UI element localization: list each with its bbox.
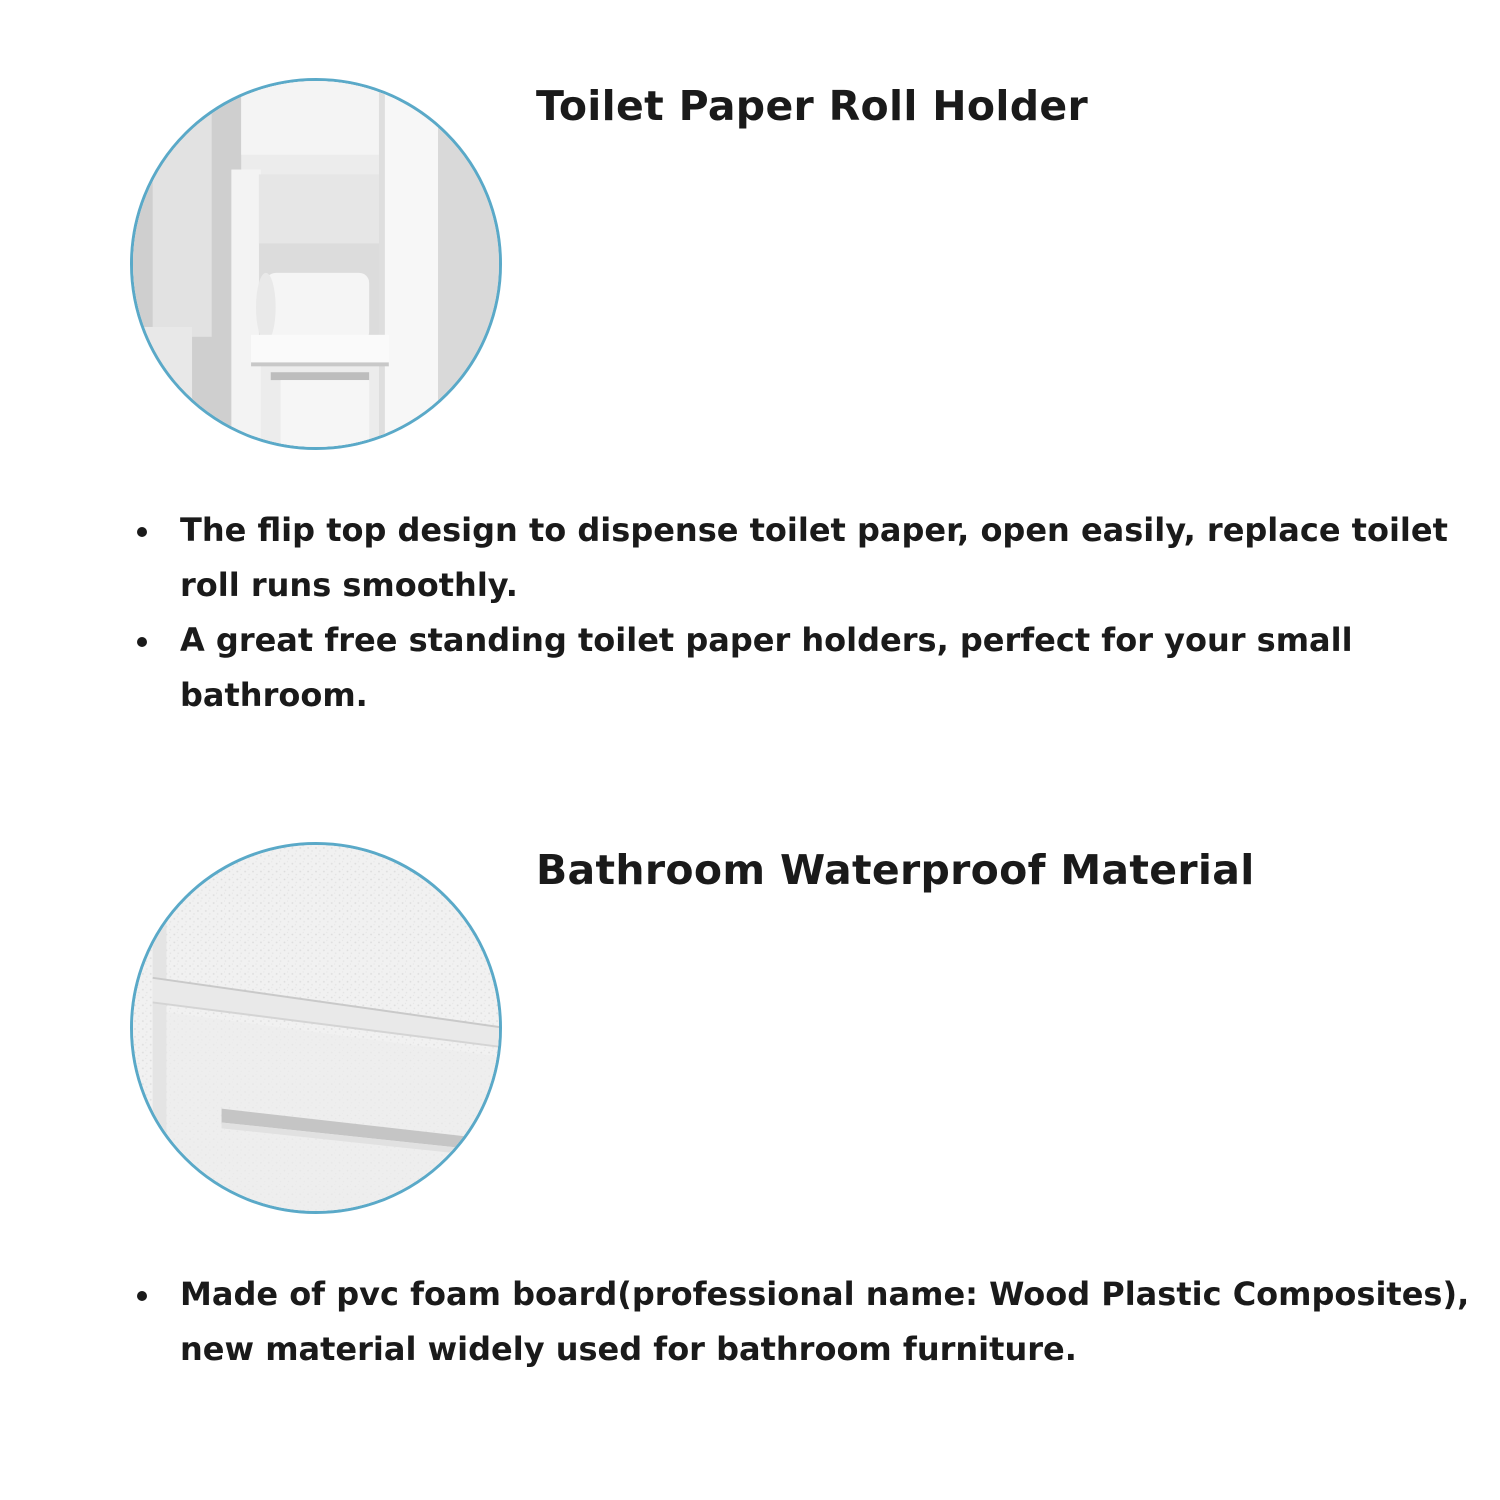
bullet-icon [137, 527, 147, 537]
pvc-material-image [130, 842, 502, 1214]
feature-list [130, 1267, 1475, 1377]
bullet-text: A great free standing toilet paper holders, perfect for your small bathroom. [180, 621, 1353, 714]
bullet-text: Made of pvc foam board(professional name: Wood Plastic Composites), new material widely used for bathroom furniture. [180, 1275, 1470, 1368]
toilet-paper-holder-image [130, 78, 502, 450]
feature-list [130, 503, 1475, 723]
section-heading: Toilet Paper Roll Holder [536, 82, 1088, 130]
bullet-text: The flip top design to dispense toilet paper, open easily, replace toilet roll runs smoothly. [180, 511, 1448, 604]
bullet-icon [137, 637, 147, 647]
list-item [130, 613, 1475, 723]
list-item [130, 1267, 1475, 1377]
section-heading: Bathroom Waterproof Material [536, 846, 1255, 894]
feature-section-material [0, 760, 1500, 1500]
list-item [130, 503, 1475, 613]
bullet-icon [137, 1291, 147, 1301]
